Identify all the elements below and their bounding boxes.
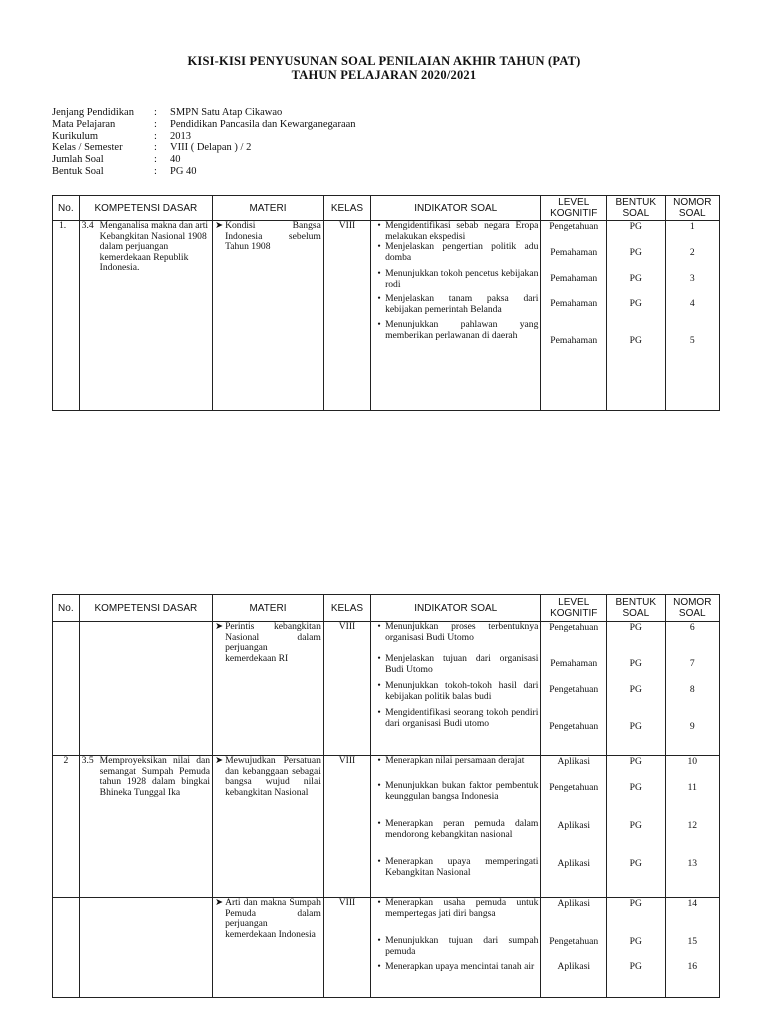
level-cell — [541, 756, 607, 898]
bullet-icon: • — [377, 897, 381, 908]
nomor-value: 1 — [689, 221, 695, 232]
table-header-row — [53, 595, 720, 622]
col-header-kelas: KELAS — [323, 196, 370, 221]
indikator-text: Menjelaskan tujuan dari organisasi Budi Utomo — [385, 653, 539, 675]
col-header-indikator: INDIKATOR SOAL — [371, 196, 541, 221]
level-value: Pengetahuan — [549, 221, 599, 232]
nomor-value: 11 — [687, 782, 697, 793]
bullet-icon: • — [377, 856, 381, 867]
kd-text: Menganalisa makna dan arti Kebangkitan Nasional 1908 dalam perjuangan kemerdekaan Republik Indonesia. — [99, 220, 209, 274]
nomor-value: 13 — [687, 858, 698, 869]
nomor-cell — [665, 756, 719, 898]
materi-text: Mewujudkan Persatuan dan kebanggaan sebagai bangsa wujud nilai kebangkitan Nasional — [225, 755, 321, 798]
materi-cell — [213, 622, 324, 756]
meta-row — [52, 107, 356, 119]
indikator-text: Menerapkan upaya memperingati Kebangkitan Nasional — [385, 856, 539, 878]
meta-sep: : — [154, 107, 157, 118]
meta-sep: : — [154, 118, 157, 130]
kelas-cell: VIII — [323, 221, 370, 411]
nomor-value: 7 — [689, 658, 695, 669]
nomor-value: 9 — [689, 721, 695, 732]
indikator-text: Mengidentifikasi sebab negara Eropa melakukan ekspedisi — [385, 220, 539, 242]
col-header-level: LEVEL KOGNITIF — [541, 196, 607, 221]
arrow-bullet-icon: ➤ — [215, 755, 224, 766]
bullet-icon: • — [377, 293, 381, 304]
bullet-icon: • — [377, 680, 381, 691]
meta-row — [52, 154, 356, 166]
bullet-icon: • — [377, 755, 381, 766]
bullet-icon: • — [377, 707, 381, 718]
level-value: Pengetahuan — [549, 782, 599, 793]
indikator-text: Menunjukkan pahlawan yang memberikan perlawanan di daerah — [385, 319, 539, 341]
meta-key: Bentuk Soal — [52, 165, 104, 177]
meta-row — [52, 131, 356, 143]
level-value: Aplikasi — [557, 898, 590, 909]
bentuk-value: PG — [629, 298, 642, 309]
nomor-value: 10 — [687, 756, 698, 767]
bullet-icon: • — [377, 220, 381, 231]
indikator-text: Menunjukkan tokoh pencetus kebijakan rodi — [385, 268, 539, 290]
bentuk-cell — [607, 221, 665, 411]
nomor-value: 12 — [687, 820, 698, 831]
col-header-bentuk: BENTUK SOAL — [607, 196, 665, 221]
kd-cell — [79, 898, 212, 998]
bentuk-cell — [607, 622, 665, 756]
level-value: Pengetahuan — [549, 936, 599, 947]
kd-cell — [79, 756, 212, 898]
materi-text: Perintis kebangkitan Nasional dalam perjuangan kemerdekaan RI — [225, 621, 321, 664]
bentuk-value: PG — [629, 658, 642, 669]
bentuk-value: PG — [629, 961, 642, 972]
nomor-value: 6 — [689, 622, 695, 633]
col-header-nomor: NOMOR SOAL — [665, 196, 719, 221]
level-value: Pengetahuan — [549, 684, 599, 695]
bentuk-value: PG — [629, 820, 642, 831]
meta-key: Mata Pelajaran — [52, 118, 116, 130]
level-value: Pengetahuan — [549, 622, 599, 633]
nomor-value: 3 — [689, 273, 695, 284]
bentuk-cell — [607, 898, 665, 998]
nomor-value: 14 — [687, 898, 698, 909]
document-title-line2: TAHUN PELAJARAN 2020/2021 — [291, 68, 477, 82]
meta-sep: : — [154, 130, 157, 142]
level-cell — [541, 898, 607, 998]
level-value: Aplikasi — [557, 858, 590, 869]
bentuk-value: PG — [629, 936, 642, 947]
bentuk-value: PG — [629, 335, 642, 346]
nomor-value: 16 — [687, 961, 698, 972]
kd-cell — [79, 622, 212, 756]
col-header-level: LEVEL KOGNITIF — [541, 595, 607, 622]
bentuk-value: PG — [629, 273, 642, 284]
col-header-kd: KOMPETENSI DASAR — [79, 196, 212, 221]
kd-number: 3.5 — [81, 755, 94, 766]
col-header-no: No. — [53, 595, 80, 622]
materi-cell — [213, 756, 324, 898]
materi-cell — [213, 898, 324, 998]
level-value: Pemahaman — [550, 298, 598, 309]
indikator-text: Menerapkan upaya mencintai tanah air — [385, 961, 535, 972]
level-value: Pemahaman — [550, 247, 598, 258]
document-title-line1: KISI-KISI PENYUSUNAN SOAL PENILAIAN AKHIR TAHUN (PAT) — [187, 54, 581, 68]
materi-text: Kondisi Bangsa Indonesia sebelum Tahun 1908 — [225, 220, 321, 253]
bullet-icon: • — [377, 268, 381, 279]
arrow-bullet-icon: ➤ — [215, 621, 224, 632]
indikator-text: Menunjukkan proses terbentuknya organisasi Budi Utomo — [385, 621, 539, 643]
bentuk-value: PG — [629, 898, 642, 909]
row-no: 1. — [53, 221, 80, 411]
bentuk-value: PG — [629, 221, 642, 232]
indikator-cell — [371, 221, 541, 411]
meta-sep: : — [154, 165, 157, 177]
col-header-kd: KOMPETENSI DASAR — [79, 595, 212, 622]
nomor-value: 5 — [689, 335, 695, 346]
level-value: Pemahaman — [550, 273, 598, 284]
meta-value: 2013 — [170, 130, 191, 142]
bentuk-value: PG — [629, 247, 642, 258]
indikator-text: Menunjukkan bukan faktor pembentuk keunggulan bangsa Indonesia — [385, 780, 539, 802]
bentuk-value: PG — [629, 782, 642, 793]
meta-key: Kelas / Semester — [52, 142, 123, 154]
row-no — [53, 898, 80, 998]
nomor-cell — [665, 898, 719, 998]
meta-row — [52, 142, 356, 154]
level-cell — [541, 221, 607, 411]
meta-value: 40 — [170, 154, 181, 166]
kd-cell — [79, 221, 212, 411]
nomor-cell — [665, 221, 719, 411]
table-row — [53, 221, 720, 411]
meta-value: PG 40 — [170, 165, 197, 177]
arrow-bullet-icon: ➤ — [215, 897, 224, 908]
meta-value: SMPN Satu Atap Cikawao — [170, 107, 283, 118]
indikator-text: Menunjukkan tokoh-tokoh hasil dari kebijakan politik balas budi — [385, 680, 539, 702]
bentuk-value: PG — [629, 756, 642, 767]
meta-row — [52, 166, 356, 178]
indikator-cell — [371, 622, 541, 756]
level-cell — [541, 622, 607, 756]
identity-block — [52, 107, 356, 178]
level-value: Pengetahuan — [549, 721, 599, 732]
table-row — [53, 898, 720, 998]
indikator-text: Menerapkan peran pemuda dalam mendorong kebangkitan nasional — [385, 818, 539, 840]
meta-key: Jenjang Pendidikan — [52, 107, 134, 118]
kelas-cell: VIII — [323, 756, 370, 898]
table-row — [53, 622, 720, 756]
table-row — [53, 756, 720, 898]
bullet-icon: • — [377, 961, 381, 972]
nomor-value: 15 — [687, 936, 698, 947]
kisi-table-2 — [52, 594, 720, 998]
indikator-text: Menerapkan nilai persamaan derajat — [385, 755, 525, 766]
bentuk-value: PG — [629, 721, 642, 732]
materi-cell — [213, 221, 324, 411]
bullet-icon: • — [377, 935, 381, 946]
kisi-table-1 — [52, 195, 720, 411]
indikator-cell — [371, 898, 541, 998]
indikator-text: Menjelaskan tanam paksa dari kebijakan pemerintah Belanda — [385, 293, 539, 315]
indikator-text: Menunjukkan tujuan dari sumpah pemuda — [385, 935, 539, 957]
bullet-icon: • — [377, 818, 381, 829]
bentuk-cell — [607, 756, 665, 898]
col-header-no: No. — [53, 196, 80, 221]
bullet-icon: • — [377, 319, 381, 330]
nomor-value: 4 — [689, 298, 695, 309]
bentuk-value: PG — [629, 858, 642, 869]
kelas-cell: VIII — [323, 622, 370, 756]
indikator-cell — [371, 756, 541, 898]
nomor-cell — [665, 622, 719, 756]
level-value: Aplikasi — [557, 820, 590, 831]
level-value: Pemahaman — [550, 335, 598, 346]
row-no — [53, 622, 80, 756]
meta-key: Kurikulum — [52, 130, 99, 142]
level-value: Aplikasi — [557, 961, 590, 972]
indikator-text: Menjelaskan pengertian politik adu domba — [385, 241, 539, 263]
col-header-nomor: NOMOR SOAL — [665, 595, 719, 622]
bullet-icon: • — [377, 780, 381, 791]
bullet-icon: • — [377, 241, 381, 252]
row-no: 2 — [53, 756, 80, 898]
bentuk-value: PG — [629, 684, 642, 695]
meta-value: VIII ( Delapan ) / 2 — [170, 142, 252, 154]
indikator-text: Menerapkan usaha pemuda untuk mempertegas jati diri bangsa — [385, 897, 539, 919]
arrow-bullet-icon: ➤ — [215, 220, 224, 231]
bullet-icon: • — [377, 621, 381, 632]
col-header-kelas: KELAS — [323, 595, 370, 622]
kd-number: 3.4 — [81, 220, 94, 231]
materi-text: Arti dan makna Sumpah Pemuda dalam perjuangan kemerdekaan Indonesia — [225, 897, 321, 940]
level-value: Pemahaman — [550, 658, 598, 669]
nomor-value: 2 — [689, 247, 695, 258]
level-value: Aplikasi — [557, 756, 590, 767]
col-header-materi: MATERI — [213, 196, 324, 221]
meta-key: Jumlah Soal — [52, 154, 104, 166]
indikator-text: Mengidentifikasi seorang tokoh pendiri dari organisasi Budi utomo — [385, 707, 539, 729]
bullet-icon: • — [377, 653, 381, 664]
nomor-value: 8 — [689, 684, 695, 695]
kelas-cell: VIII — [323, 898, 370, 998]
meta-value: Pendidikan Pancasila dan Kewarganegaraan — [170, 118, 356, 130]
col-header-bentuk: BENTUK SOAL — [607, 595, 665, 622]
meta-sep: : — [154, 154, 157, 166]
col-header-indikator: INDIKATOR SOAL — [371, 595, 541, 622]
bentuk-value: PG — [629, 622, 642, 633]
table-header-row — [53, 196, 720, 221]
kd-text: Memproyeksikan nilai dan semangat Sumpah Pemuda tahun 1928 dalam bingkai Bhineka Tunggal Ika — [99, 755, 211, 798]
col-header-materi: MATERI — [213, 595, 324, 622]
meta-sep: : — [154, 142, 157, 154]
meta-row — [52, 119, 356, 131]
